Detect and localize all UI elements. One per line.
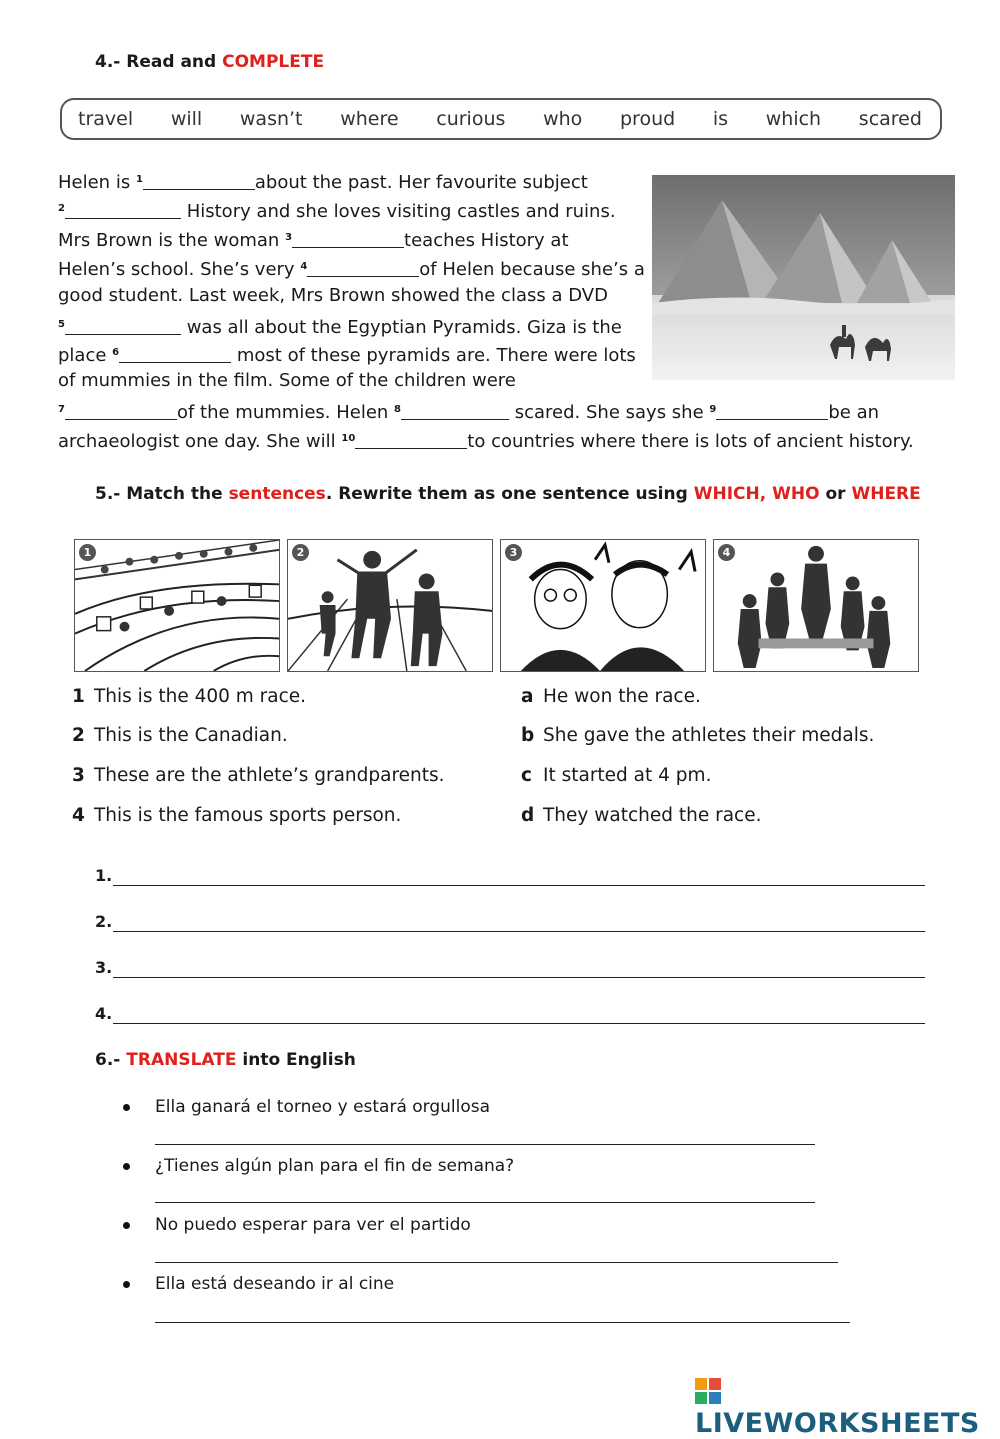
gap-number: 5 bbox=[58, 319, 65, 330]
gap-9[interactable] bbox=[716, 401, 828, 420]
section-number: 4.- bbox=[95, 52, 121, 72]
section-5-heading: 5.- Match the sentences. Rewrite them as one sentence using WHICH, WHO or WHERE bbox=[95, 484, 921, 504]
gap-number: 3 bbox=[285, 232, 293, 243]
translate-answer-1[interactable] bbox=[155, 1144, 815, 1145]
heading-highlight: COMPLETE bbox=[222, 52, 325, 72]
answer-line-4[interactable]: 4. bbox=[95, 1004, 925, 1026]
picture-number: 1 bbox=[79, 544, 96, 561]
picture-medals bbox=[713, 539, 919, 672]
word-bank-item: curious bbox=[436, 108, 506, 130]
sentence-b: b She gave the athletes their medals. bbox=[521, 725, 875, 746]
word-bank-item: will bbox=[170, 108, 203, 130]
paragraph-line: $^2$ History and she loves visiting castles and ruins. bbox=[58, 201, 616, 222]
paragraph-line: Helen is $^1$ about the past. Her favourite subject bbox=[58, 172, 588, 193]
word-bank-item: scared bbox=[858, 108, 922, 130]
gap-6[interactable] bbox=[119, 344, 231, 363]
translate-answer-4[interactable] bbox=[155, 1322, 850, 1323]
picture-race-track bbox=[74, 539, 280, 672]
word-bank-item: who bbox=[543, 108, 583, 130]
picture-number: 3 bbox=[505, 544, 522, 561]
sentence-4: 4 This is the famous sports person. bbox=[72, 805, 402, 826]
pyramids-photo bbox=[652, 175, 955, 380]
word-bank-item: which bbox=[765, 108, 822, 130]
bullet-icon bbox=[123, 1281, 130, 1288]
sentence-a: a He won the race. bbox=[521, 686, 701, 707]
picture-number: 2 bbox=[292, 544, 309, 561]
paragraph-line: Mrs Brown is the woman $^3$ teaches History at bbox=[58, 230, 569, 251]
paragraph-line: archaeologist one day. She will $^{10}$ to countries where there is lots of ancient history. bbox=[58, 431, 914, 452]
picture-number: 4 bbox=[718, 544, 735, 561]
word-bank-item: proud bbox=[620, 108, 676, 130]
paragraph-line: of mummies in the film. Some of the children were bbox=[58, 370, 516, 391]
word-bank-item: where bbox=[340, 108, 399, 130]
paragraph-line: $^7$ of the mummies. Helen $^8$ scared. She says she $^9$ be an bbox=[58, 402, 880, 423]
gap-2[interactable] bbox=[65, 200, 181, 219]
liveworksheets-logo: LIVEWORKSHEETS bbox=[695, 1377, 1000, 1439]
answer-line-1[interactable]: 1. bbox=[95, 866, 925, 888]
logo-icon bbox=[695, 1378, 721, 1404]
sentence-d: d They watched the race. bbox=[521, 805, 762, 826]
heading-text: Read and bbox=[126, 52, 217, 72]
bullet-icon bbox=[123, 1163, 130, 1170]
word-bank bbox=[60, 98, 942, 140]
paragraph-line: $^5$ was all about the Egyptian Pyramids. Giza is the bbox=[58, 317, 622, 338]
word-bank-item: is bbox=[712, 108, 729, 130]
gap-number: 8 bbox=[394, 404, 402, 415]
gap-10[interactable] bbox=[355, 430, 467, 449]
section-6-heading: 6.- TRANSLATE into English bbox=[95, 1050, 356, 1070]
picture-grandparents bbox=[500, 539, 706, 672]
sentence-2: 2 This is the Canadian. bbox=[72, 725, 288, 746]
section-4-heading bbox=[95, 52, 324, 72]
sentence-3: 3 These are the athlete’s grandparents. bbox=[72, 765, 445, 786]
bullet-icon bbox=[123, 1104, 130, 1111]
paragraph-line: place $^6$ most of these pyramids are. There were lots bbox=[58, 345, 636, 366]
sentence-1: 1 This is the 400 m race. bbox=[72, 686, 307, 707]
gap-number: 6 bbox=[112, 347, 120, 358]
gap-1[interactable] bbox=[143, 171, 255, 190]
gap-number: 10 bbox=[341, 433, 356, 444]
paragraph-line: Helen’s school. She’s very $^4$ of Helen because she’s a bbox=[58, 259, 645, 280]
gap-number: 7 bbox=[58, 404, 65, 415]
word-bank-item: wasn’t bbox=[239, 108, 303, 130]
gap-number: 1 bbox=[135, 174, 143, 185]
translate-answer-3[interactable] bbox=[155, 1262, 838, 1263]
gap-7[interactable] bbox=[65, 401, 177, 420]
paragraph-line: good student. Last week, Mrs Brown showed the class a DVD bbox=[58, 285, 608, 306]
gap-5[interactable] bbox=[65, 316, 181, 335]
gap-4[interactable] bbox=[307, 258, 419, 277]
gap-8[interactable] bbox=[401, 401, 509, 420]
gap-3[interactable] bbox=[292, 229, 404, 248]
bullet-icon bbox=[123, 1222, 130, 1229]
sentence-c: c It started at 4 pm. bbox=[521, 765, 712, 786]
gap-number: 4 bbox=[300, 261, 308, 272]
translate-answer-2[interactable] bbox=[155, 1202, 815, 1203]
answer-line-2[interactable]: 2. bbox=[95, 912, 925, 934]
gap-number: 9 bbox=[709, 404, 717, 415]
word-bank-item: travel bbox=[78, 108, 134, 130]
answer-line-3[interactable]: 3. bbox=[95, 958, 925, 980]
picture-finish-line bbox=[287, 539, 493, 672]
gap-number: 2 bbox=[58, 203, 65, 214]
